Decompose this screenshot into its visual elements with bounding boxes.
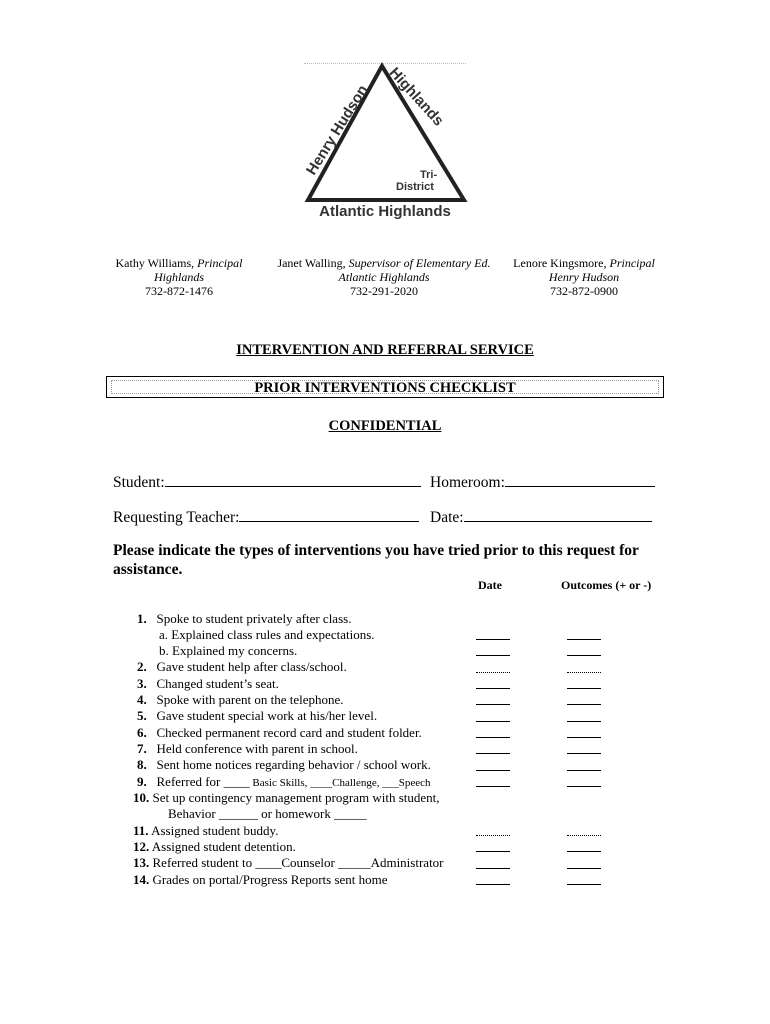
item-number: 6. (137, 725, 147, 740)
column-header-date: Date (478, 578, 502, 592)
student-label: Student: (113, 474, 165, 491)
item-text: Referred for ____ (156, 774, 250, 789)
item-number: 10. (133, 790, 150, 805)
svg-text:Tri-: Tri- (420, 169, 438, 181)
staff-school: Highlands (153, 270, 204, 284)
date-blank[interactable] (476, 753, 510, 754)
item-number: 7. (137, 741, 147, 756)
item-text: Behavior ______ or homework _____ (168, 806, 367, 821)
item-number: 12. (133, 839, 150, 854)
svg-text:District: District (396, 181, 434, 193)
item-text-options: Basic Skills, ____Challenge, ___Speech (249, 777, 431, 789)
date-blank[interactable] (476, 721, 510, 722)
item-text: Held conference with parent in school. (156, 741, 358, 756)
date-blank[interactable] (476, 770, 510, 771)
svg-text:Henry Hudson: Henry Hudson (302, 82, 372, 179)
requesting-teacher-field (113, 507, 419, 527)
date-label: Date: (430, 509, 464, 526)
item-number: 11. (133, 823, 149, 838)
date-blank[interactable] (476, 639, 510, 640)
main-heading: INTERVENTION AND REFERRAL SERVICE (236, 342, 534, 358)
list-item (137, 725, 422, 741)
item-number: 5. (137, 708, 147, 723)
homeroom-input[interactable] (505, 472, 655, 487)
date-blank[interactable] (476, 868, 510, 869)
student-field (113, 472, 421, 492)
staff-name: Lenore Kingsmore, (513, 256, 607, 270)
list-item (137, 741, 358, 757)
date-blank[interactable] (476, 672, 510, 673)
outcome-blank[interactable] (567, 655, 601, 656)
staff-henry-hudson (506, 256, 662, 298)
list-item (159, 627, 375, 643)
staff-atlantic-highlands (268, 256, 500, 298)
item-text: Grades on portal/Progress Reports sent home (152, 872, 388, 887)
homeroom-field (430, 472, 655, 492)
outcome-blank[interactable] (567, 639, 601, 640)
outcome-blank[interactable] (567, 835, 601, 836)
date-blank[interactable] (476, 704, 510, 705)
confidential-heading: CONFIDENTIAL (328, 418, 442, 434)
list-item (133, 855, 444, 871)
item-text: Assigned student buddy. (151, 823, 279, 838)
outcome-blank[interactable] (567, 753, 601, 754)
list-item (137, 676, 279, 692)
item-number: 4. (137, 692, 147, 707)
homeroom-label: Homeroom: (430, 474, 505, 491)
staff-school: Henry Hudson (548, 270, 620, 284)
staff-school: Atlantic Highlands (338, 270, 430, 284)
item-number: 1. (137, 611, 147, 626)
item-number: 3. (137, 676, 147, 691)
list-item (159, 643, 297, 659)
staff-title: Principal (609, 256, 655, 270)
date-blank[interactable] (476, 884, 510, 885)
list-item (137, 757, 431, 773)
column-header-outcomes: Outcomes (+ or -) (561, 578, 652, 592)
item-text: Gave student special work at his/her level. (156, 708, 378, 723)
date-blank[interactable] (476, 737, 510, 738)
staff-name: Kathy Williams, (115, 256, 195, 270)
staff-title: Principal (197, 256, 243, 270)
date-blank[interactable] (476, 835, 510, 836)
staff-highlands (100, 256, 258, 298)
item-number: 9. (137, 774, 147, 789)
item-text: Changed student’s seat. (156, 676, 279, 691)
instructions: Please indicate the types of interventions you have tried prior to this request for assistance. (113, 542, 639, 578)
list-item (133, 839, 296, 855)
date-field (430, 507, 652, 527)
requesting-teacher-label: Requesting Teacher: (113, 509, 240, 526)
requesting-teacher-input[interactable] (239, 507, 419, 522)
list-item (137, 611, 351, 627)
outcome-blank[interactable] (567, 884, 601, 885)
date-blank[interactable] (476, 786, 510, 787)
item-text: Referred student to ____Counselor _____Administrator (152, 855, 444, 870)
outcome-blank[interactable] (567, 672, 601, 673)
logo-caption: Atlantic Highlands (319, 203, 451, 220)
staff-title: Supervisor of Elementary Ed. (348, 256, 491, 270)
outcome-blank[interactable] (567, 851, 601, 852)
item-text: Checked permanent record card and student folder. (156, 725, 422, 740)
item-text: Set up contingency management program with student, (152, 790, 440, 805)
checklist-title: PRIOR INTERVENTIONS CHECKLIST (254, 380, 516, 396)
item-number: 8. (137, 757, 147, 772)
item-text: Spoke to student privately after class. (156, 611, 352, 626)
date-blank[interactable] (476, 688, 510, 689)
list-item (137, 659, 347, 675)
outcome-blank[interactable] (567, 770, 601, 771)
item-text: Spoke with parent on the telephone. (156, 692, 344, 707)
item-text: b. Explained my concerns. (159, 643, 298, 658)
date-blank[interactable] (476, 851, 510, 852)
outcome-blank[interactable] (567, 721, 601, 722)
item-text: Sent home notices regarding behavior / school work. (156, 757, 431, 772)
svg-text:Highlands: Highlands (385, 64, 448, 130)
item-text: Assigned student detention. (151, 839, 296, 854)
outcome-blank[interactable] (567, 786, 601, 787)
outcome-blank[interactable] (567, 704, 601, 705)
staff-phone: 732-291-2020 (350, 284, 418, 298)
item-text: a. Explained class rules and expectations. (159, 627, 375, 642)
outcome-blank[interactable] (567, 688, 601, 689)
staff-name: Janet Walling, (277, 256, 346, 270)
item-text: Gave student help after class/school. (156, 659, 347, 674)
list-item (137, 708, 377, 724)
staff-phone: 732-872-1476 (145, 284, 213, 298)
item-number: 13. (133, 855, 150, 870)
outcome-blank[interactable] (567, 737, 601, 738)
outcome-blank[interactable] (567, 868, 601, 869)
student-input[interactable] (165, 472, 421, 487)
date-blank[interactable] (476, 655, 510, 656)
list-item (137, 774, 431, 791)
list-item (137, 692, 344, 708)
list-item (168, 806, 367, 822)
list-item (133, 823, 278, 839)
staff-phone: 732-872-0900 (550, 284, 618, 298)
list-item (133, 872, 388, 888)
item-number: 14. (133, 872, 150, 887)
list-item (133, 790, 440, 806)
date-input[interactable] (464, 507, 652, 522)
item-number: 2. (137, 659, 147, 674)
